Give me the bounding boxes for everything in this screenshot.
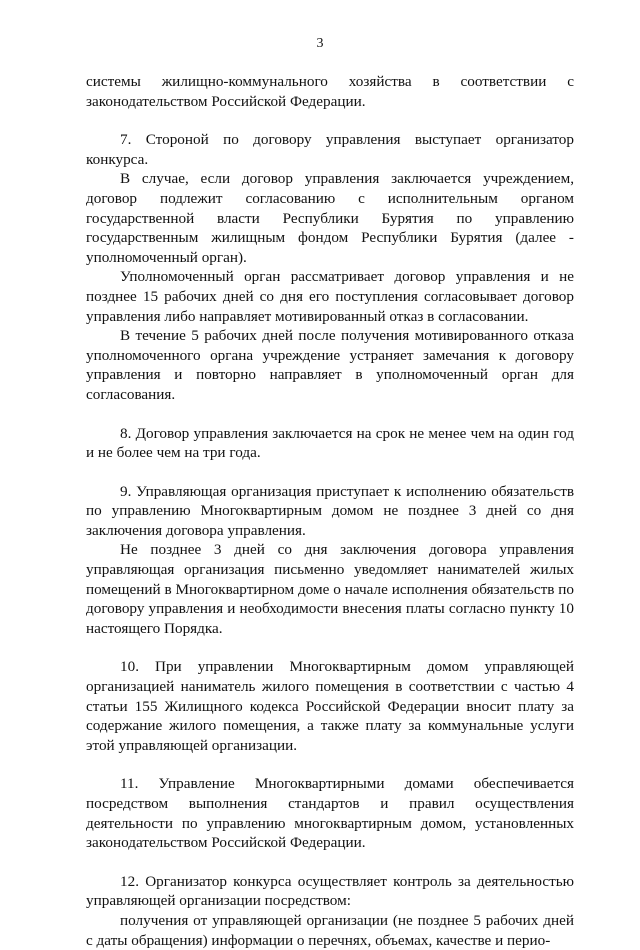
paragraph-clause-11: 11. Управление Многоквартирными домами обеспечивается посредством выполнения стандартов и правил осуществления деятельности по управлению многоквартирным домом, установленных законодательством Российской Федерации. — [86, 775, 574, 852]
paragraph-clause-8: 8. Договор управления заключается на срок не менее чем на один год и не более чем на три года. — [86, 424, 574, 462]
paragraph-clause-9: 9. Управляющая организация приступает к исполнению обязательств по управлению Многоквартирным домом не позднее 3 дней со дня заключения договора управления. — [86, 482, 574, 539]
paragraph-clause-7-agreement: В случае, если договор управления заключается учреждением, договор подлежит согласованию с исполнительным органом государственной власти Республики Бурятия по управлению государственным жилищным фондом Республики Бурятия (далее - уполномоченный орган). — [86, 170, 574, 266]
document-body — [86, 72, 574, 950]
paragraph-clause-7-review: Уполномоченный орган рассматривает договор управления и не позднее 15 рабочих дней со дня его поступления согласовывает договор управления либо направляет мотивированный отказ в согласовании. — [86, 268, 574, 325]
paragraph-clause-12-item: получения от управляющей организации (не позднее 5 рабочих дней с даты обращения) информации о перечнях, объемах, качестве и перио- — [86, 911, 574, 949]
paragraph-clause-7: 7. Стороной по договору управления выступает организатор конкурса. — [86, 131, 574, 168]
paragraph-continuation: системы жилищно-коммунального хозяйства в соответствии с законодательством Российской Федерации. — [86, 73, 574, 110]
paragraph-clause-9-notice: Не позднее 3 дней со дня заключения договора управления управляющая организация письменно уведомляет нанимателей жилых помещений в Многоквартирном доме о начале исполнения обязательств по договору управления и необходимости внесения платы согласно пункту 10 настоящего Порядка. — [86, 541, 574, 637]
paragraph-clause-10: 10. При управлении Многоквартирным домом управляющей организацией наниматель жилого помещения в соответствии с частью 4 статьи 155 Жилищного кодекса Российской Федерации вносит плату за содержание жилого помещения, а также плату за коммунальные услуги этой управляющей организации. — [86, 658, 574, 754]
page-number: 3 — [316, 36, 324, 51]
paragraph-clause-12: 12. Организатор конкурса осуществляет контроль за деятельностью управляющей организации посредством: — [86, 872, 574, 910]
paragraph-clause-7-refusal: В течение 5 рабочих дней после получения мотивированного отказа уполномоченного органа учреждение устраняет замечания к договору управления и повторно направляет в уполномоченный орган для согласования. — [86, 327, 574, 403]
